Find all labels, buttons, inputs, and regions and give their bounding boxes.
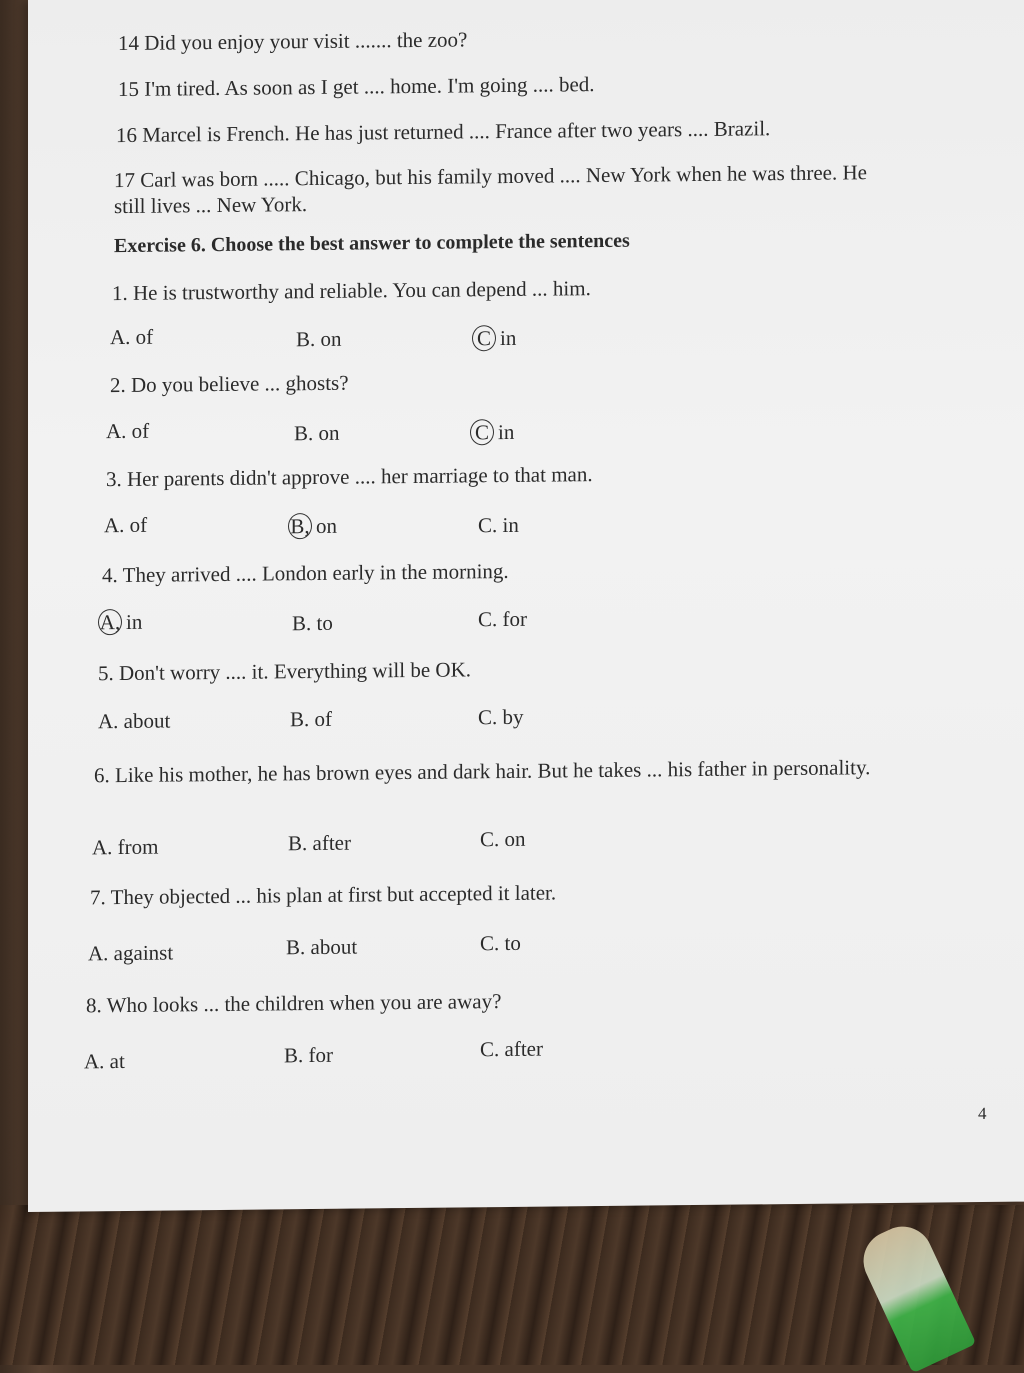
mc-question-5: 5. Don't worry .... it. Everything will be OK.: [98, 657, 471, 686]
option-3b: B, on: [288, 513, 337, 540]
option-2c: C in: [470, 419, 514, 445]
option-6a: A. from: [92, 834, 159, 860]
mc-question-1: 1. He is trustworthy and reliable. You can depend ... him.: [112, 276, 591, 306]
option-5a: A. about: [98, 708, 171, 734]
mc-question-6: 6. Like his mother, he has brown eyes and dark hair. But he takes ... his father in personality.: [94, 755, 871, 788]
option-2a: A. of: [106, 418, 150, 444]
option-2b: B. on: [294, 420, 340, 446]
option-8b: B. for: [284, 1042, 334, 1068]
option-1a: A. of: [110, 324, 154, 350]
question-15: 15 I'm tired. As soon as I get .... home. I'm going .... bed.: [118, 72, 595, 102]
mc-question-2: 2. Do you believe ... ghosts?: [110, 370, 349, 398]
option-5b: B. of: [290, 706, 333, 732]
option-7c: C. to: [480, 930, 521, 956]
mc-question-8: 8. Who looks ... the children when you are away?: [86, 989, 502, 1018]
answer-circle: B,: [288, 513, 312, 539]
option-5c: C. by: [478, 704, 524, 730]
answer-circle: C: [472, 325, 496, 351]
question-14: 14 Did you enjoy your visit ....... the zoo?: [118, 27, 468, 56]
question-16: 16 Marcel is French. He has just returned .... France after two years .... Brazil.: [116, 116, 771, 148]
option-4b: B. to: [292, 610, 333, 636]
option-7a: A. against: [88, 940, 174, 966]
answer-circle: C: [470, 419, 494, 445]
option-7b: B. about: [286, 934, 358, 960]
option-8a: A. at: [84, 1048, 125, 1074]
desk-surface: [0, 1205, 1024, 1365]
exercise-heading: Exercise 6. Choose the best answer to complete the sentences: [114, 229, 630, 258]
worksheet-page: [28, 0, 1024, 1212]
option-3a: A. of: [104, 512, 148, 538]
option-6b: B. after: [288, 830, 351, 856]
page-number: 4: [978, 1103, 987, 1124]
question-17: 17 Carl was born ..... Chicago, but his family moved .... New York when he was three. He still lives ... New York.: [114, 160, 867, 219]
option-3c: C. in: [478, 512, 519, 538]
option-6c: C. on: [480, 826, 526, 852]
option-4a: A, in: [99, 609, 143, 635]
mc-question-7: 7. They objected ... his plan at first but accepted it later.: [90, 880, 557, 910]
mc-question-3: 3. Her parents didn't approve .... her marriage to that man.: [106, 462, 593, 492]
option-1c: C in: [472, 325, 516, 351]
option-1b: B. on: [296, 326, 342, 352]
mc-question-4: 4. They arrived .... London early in the morning.: [102, 558, 509, 588]
answer-circle: A,: [99, 610, 121, 635]
option-8c: C. after: [480, 1036, 543, 1062]
option-4c: C. for: [478, 606, 528, 632]
